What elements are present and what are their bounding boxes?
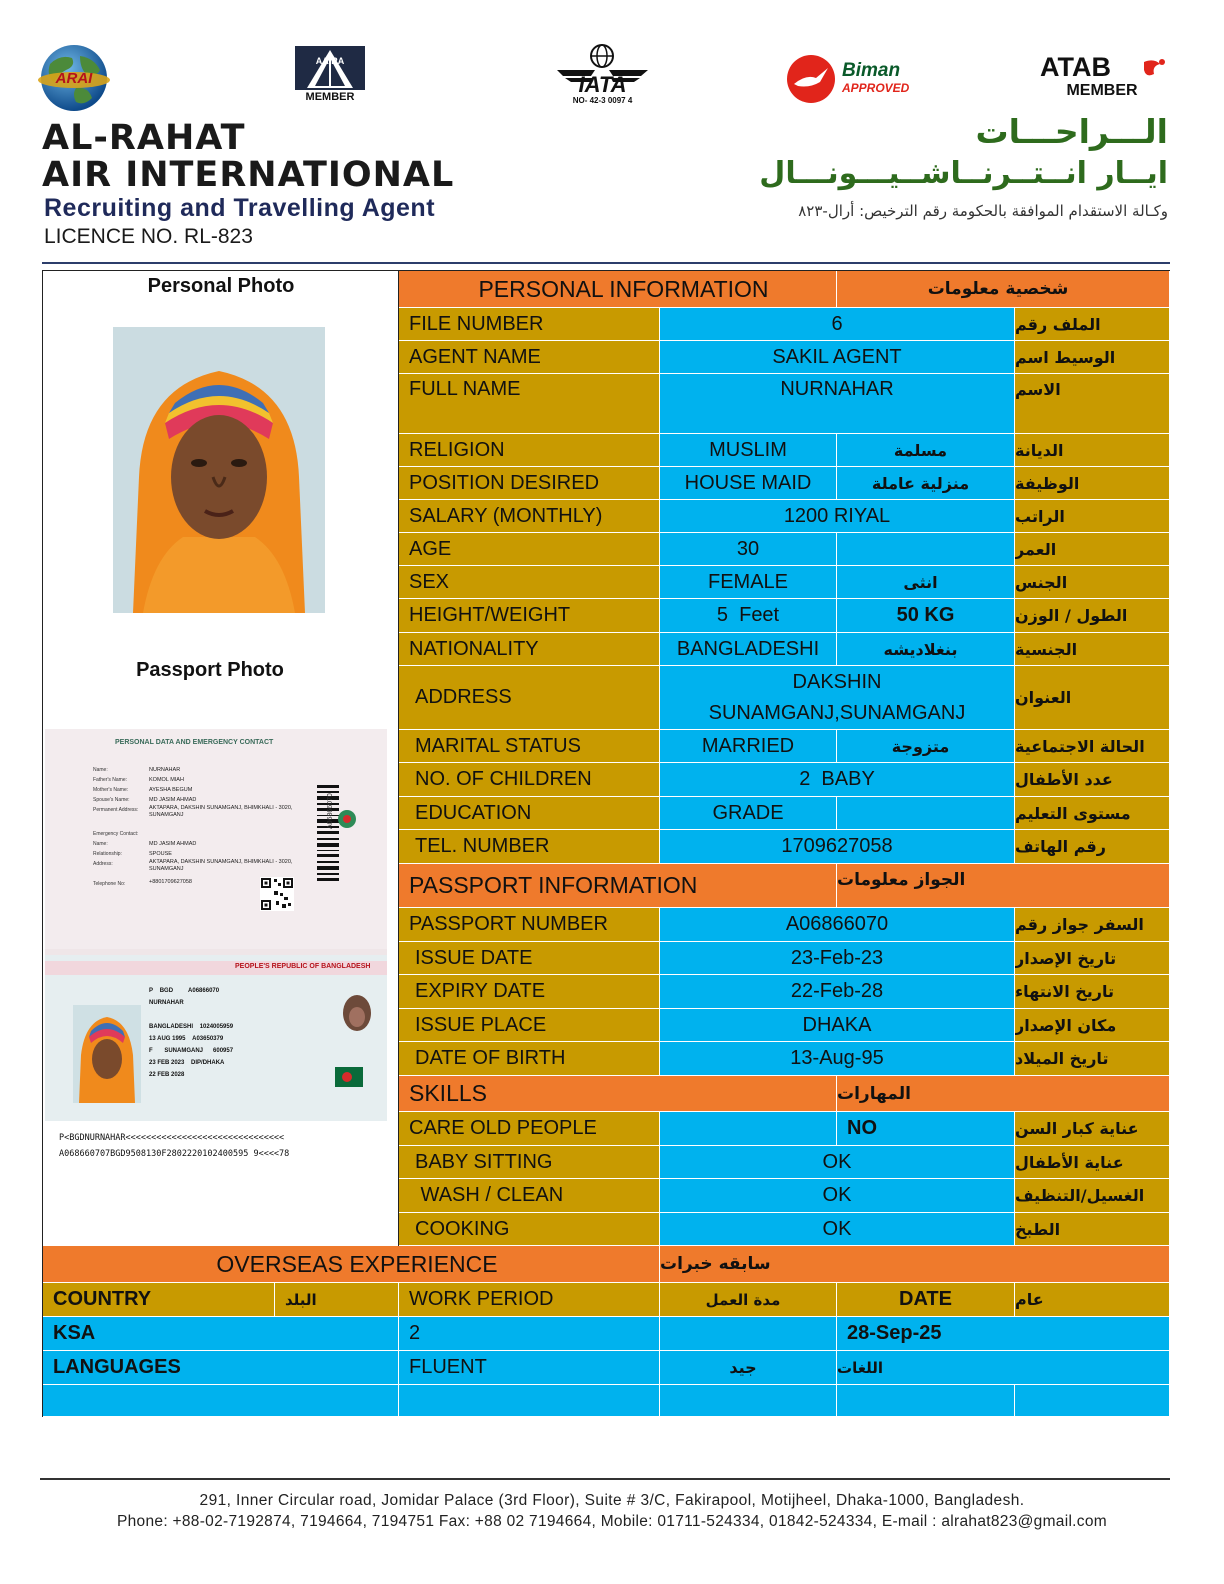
- passport-bio-number: A06866070: [188, 988, 220, 994]
- address-line2: SUNAMGANJ,SUNAMGANJ: [708, 701, 966, 724]
- date-value: 28-Sep-25: [837, 1317, 1170, 1351]
- passport-relationship: SPOUSE: [149, 851, 172, 857]
- passport-surname: NURNAHAR: [149, 1000, 184, 1006]
- religion-label: RELIGION: [399, 434, 660, 467]
- sex-label-ar: الجنس: [1015, 566, 1170, 599]
- passport-type: P: [149, 988, 154, 994]
- date-of-birth-label-ar: تاريخ الميلاد: [1015, 1042, 1170, 1076]
- passport-mother-value: AYESHA BEGUM: [149, 787, 193, 793]
- nationality-label-ar: الجنسية: [1015, 633, 1170, 666]
- passport-authority: DIP/DHAKA: [191, 1060, 225, 1066]
- issue-place-label-ar: مكان الإصدار: [1015, 1009, 1170, 1042]
- iata-logo: [555, 44, 650, 108]
- position-value: HOUSE MAID: [660, 467, 837, 500]
- wash-clean-label: WASH / CLEAN: [399, 1179, 660, 1213]
- country-value: KSA: [43, 1317, 399, 1351]
- passport-number-label: PASSPORT NUMBER: [399, 908, 660, 942]
- biman-logo-text: Biman: [842, 60, 901, 81]
- footer-divider: [40, 1478, 1170, 1480]
- biman-logo: [786, 54, 932, 104]
- passport-emergency-labels: Emergency Contact: Name: Relationship: Address: Telephone No:: [93, 831, 139, 887]
- religion-value: MUSLIM: [660, 434, 837, 467]
- atab-logo: [1040, 52, 1170, 100]
- children-value: 2 BABY: [660, 763, 1015, 797]
- wash-clean-label-ar: الغسيل/التنظيف: [1015, 1179, 1170, 1213]
- age-empty-cell: [837, 533, 1015, 566]
- passport-sex: F: [149, 1048, 153, 1054]
- company-name-line1: AL-RAHAT: [42, 118, 246, 158]
- passport-country-header: PEOPLE'S REPUBLIC OF BANGLADESH: [235, 963, 371, 970]
- full-name-value: NURNAHAR: [660, 374, 1015, 434]
- nationality-label: NATIONALITY: [399, 633, 660, 666]
- passport-personal-page: [45, 729, 387, 949]
- aaira-member-caption: MEMBER: [305, 91, 355, 103]
- passport-dob: 13 AUG 1995: [149, 1036, 186, 1042]
- passport-expiry: 22 FEB 2028: [149, 1072, 185, 1078]
- company-name-arabic-line2: ايــار انــتــرنــاشــيـــونـــال: [759, 156, 1168, 191]
- passport-bio-page: [45, 955, 387, 1179]
- issue-date-value: 23-Feb-23: [660, 942, 1015, 975]
- personal-photo: [113, 327, 325, 613]
- atab-logo-text: ATAB: [1040, 52, 1111, 82]
- passport-emergency-address: AKTAPARA, DAKSHIN SUNAMGANJ, BHIMKHALI - 3020, SUNAMGANJ: [149, 859, 293, 872]
- salary-label: SALARY (MONTHLY): [399, 500, 660, 533]
- sex-value: FEMALE: [660, 566, 837, 599]
- address-value: [660, 666, 1015, 730]
- age-label: AGE: [399, 533, 660, 566]
- aaira-emblem-icon: [293, 44, 367, 92]
- education-empty-cell: [837, 797, 1015, 830]
- biman-approved-caption: APPROVED: [842, 81, 910, 95]
- passport-info-header-ar: الجواز معلومات: [837, 864, 1170, 908]
- aaira-logo: [293, 44, 367, 104]
- passport-page-header: PERSONAL DATA AND EMERGENCY CONTACT: [115, 739, 274, 746]
- expiry-date-value: 22-Feb-28: [660, 975, 1015, 1009]
- salary-label-ar: الراتب: [1015, 500, 1170, 533]
- weight-value: 50 KG: [837, 599, 1015, 633]
- biman-bird-icon: [786, 54, 836, 104]
- marital-status-value: MARRIED: [660, 730, 837, 763]
- empty-row-cell-1: [43, 1385, 399, 1417]
- position-label-ar: الوظيفة: [1015, 467, 1170, 500]
- passport-nationality: BANGLADESHI: [149, 1024, 194, 1030]
- work-period-value: 2: [399, 1317, 660, 1351]
- passport-personal-no: 1024005959: [199, 1024, 234, 1030]
- iata-number: NO- 42-3 0097 4: [572, 96, 633, 105]
- nationality-value-ar: بنغلاديشه: [837, 633, 1015, 666]
- nationality-value: BANGLADESHI: [660, 633, 837, 666]
- empty-row-cell-3: [660, 1385, 837, 1417]
- flag-icon: [335, 1067, 363, 1087]
- full-name-label: FULL NAME: [399, 374, 660, 434]
- care-old-people-value: NO: [837, 1112, 1015, 1146]
- education-label-ar: مستوى التعليم: [1015, 797, 1170, 830]
- passport-father-value: KOMOL MIAH: [149, 777, 184, 783]
- cooking-value: OK: [660, 1213, 1015, 1246]
- tel-number-label: TEL. NUMBER: [399, 830, 660, 864]
- personal-photo-title: Personal Photo: [147, 275, 295, 297]
- country-label: COUNTRY: [43, 1283, 275, 1317]
- passport-telephone: +8801709627058: [149, 879, 192, 885]
- issue-date-label: ISSUE DATE: [399, 942, 660, 975]
- cooking-label: COOKING: [399, 1213, 660, 1246]
- passport-number-value: A06866070: [660, 908, 1015, 942]
- country-label-ar: البلد: [275, 1283, 399, 1317]
- empty-row-cell-2: [399, 1385, 660, 1417]
- file-number-value: 6: [660, 308, 1015, 341]
- company-name-line2: AIR INTERNATIONAL: [42, 155, 455, 195]
- passport-emergency-name: MD JASIM AHMAD: [149, 841, 197, 847]
- issue-date-label-ar: تاريخ الإصدار: [1015, 942, 1170, 975]
- application-form: [42, 270, 1170, 1417]
- care-old-people-label: CARE OLD PEOPLE: [399, 1112, 660, 1146]
- languages-value-ar: جيد: [660, 1351, 837, 1385]
- skills-header-ar: المهارات: [837, 1076, 1170, 1112]
- passport-place-of-birth: SUNAMGANJ: [164, 1048, 204, 1054]
- marital-status-value-ar: متزوجة: [837, 730, 1015, 763]
- qr-code-icon: [260, 877, 294, 911]
- personal-info-header: PERSONAL INFORMATION: [399, 271, 837, 308]
- languages-label-ar: اللغات: [837, 1351, 1170, 1385]
- passport-prev-number: A03650379: [192, 1036, 224, 1042]
- aaira-logo-text: AAIRA: [315, 56, 345, 66]
- seal-icon: [337, 809, 357, 829]
- baby-sitting-value: OK: [660, 1146, 1015, 1179]
- education-label: EDUCATION: [399, 797, 660, 830]
- religion-value-ar: مسلمة: [837, 434, 1015, 467]
- salary-value: 1200 RIYAL: [660, 500, 1015, 533]
- company-licence-arabic: وكـالة الاستقدام الموافقة بالحكومة رقم الترخيص: أرال-٨٢٣: [798, 202, 1168, 220]
- atab-arabic-mark-icon: [1140, 56, 1168, 82]
- height-weight-label: HEIGHT/WEIGHT: [399, 599, 660, 633]
- address-label: ADDRESS: [399, 666, 660, 730]
- passport-photo-thumbnail: [73, 1005, 141, 1103]
- overseas-experience-header: OVERSEAS EXPERIENCE: [43, 1246, 660, 1283]
- passport-spouse-value: MD JASIM AHMAD: [149, 797, 197, 803]
- arai-logo-text: ARAI: [55, 70, 93, 87]
- expiry-date-label: EXPIRY DATE: [399, 975, 660, 1009]
- date-of-birth-value: 13-Aug-95: [660, 1042, 1015, 1076]
- tel-number-label-ar: رقم الهاتف: [1015, 830, 1170, 864]
- overseas-experience-header-ar: سابقه خبرات: [660, 1246, 1170, 1283]
- passport-bio-values: [149, 985, 319, 1081]
- sex-label: SEX: [399, 566, 660, 599]
- footer-contact: Phone: +88-02-7192874, 7194664, 7194751 Fax: +88 02 7194664, Mobile: 01711-524334, 01842-524334, E-mail : alrahat823@gmail.com: [117, 1513, 1107, 1530]
- height-value: 5 Feet: [660, 599, 837, 633]
- agent-name-value: SAKIL AGENT: [660, 341, 1015, 374]
- company-tagline: Recruiting and Travelling Agent: [44, 194, 436, 222]
- date-of-birth-label: DATE OF BIRTH: [399, 1042, 660, 1076]
- company-licence: LICENCE NO. RL-823: [44, 225, 253, 248]
- passport-scan: [45, 729, 387, 1179]
- agent-name-label: AGENT NAME: [399, 341, 660, 374]
- personal-info-header-ar: شخصية معلومات: [837, 271, 1170, 308]
- religion-label-ar: الديانة: [1015, 434, 1170, 467]
- portrait-image: [113, 327, 325, 613]
- age-label-ar: العمر: [1015, 533, 1170, 566]
- baby-sitting-label-ar: عناية الأطفال: [1015, 1146, 1170, 1179]
- atab-member-caption: MEMBER: [1066, 82, 1138, 99]
- sex-value-ar: انثى: [837, 566, 1015, 599]
- tel-number-value: 1709627058: [660, 830, 1015, 864]
- passport-info-header: PASSPORT INFORMATION: [399, 864, 837, 908]
- languages-label: LANGUAGES: [43, 1351, 399, 1385]
- passport-number-label-ar: السفر جواز رقم: [1015, 908, 1170, 942]
- column-divider: [398, 271, 399, 1246]
- iata-logo-text: IATA: [578, 72, 627, 97]
- passport-authority-code: 600957: [213, 1048, 234, 1054]
- expiry-date-label-ar: تاريخ الانتهاء: [1015, 975, 1170, 1009]
- wash-clean-value: OK: [660, 1179, 1015, 1213]
- marital-status-label: MARITAL STATUS: [399, 730, 660, 763]
- agent-name-label-ar: الوسيط اسم: [1015, 341, 1170, 374]
- arai-logo: [36, 44, 112, 112]
- company-name-arabic-line1: الـــراحـــات: [975, 112, 1168, 151]
- passport-address-value: AKTAPARA, DAKSHIN SUNAMGANJ, BHIMKHALI - 3020, SUNAMGANJ: [149, 805, 293, 818]
- work-period-label-ar: مدة العمل: [660, 1283, 837, 1317]
- skills-header: SKILLS: [399, 1076, 837, 1112]
- passport-field-values: [149, 765, 319, 819]
- empty-row-cell-5: [1015, 1385, 1170, 1417]
- passport-mrz-line1: P<BGDNURNAHAR<<<<<<<<<<<<<<<<<<<<<<<<<<<<<<<: [59, 1133, 285, 1143]
- passport-field-labels: Name: Father's Name: Mother's Name: Spouse's Name: Permanent Address:: [93, 767, 139, 813]
- languages-value: FLUENT: [399, 1351, 660, 1385]
- care-old-people-label-ar: عناية كبار السن: [1015, 1112, 1170, 1146]
- address-line1: DAKSHIN: [792, 670, 882, 693]
- issue-place-value: DHAKA: [660, 1009, 1015, 1042]
- address-label-ar: العنوان: [1015, 666, 1170, 730]
- footer-address: 291, Inner Circular road, Jomidar Palace (3rd Floor), Suite # 3/C, Fakirapool, Motijheel, Dhaka-1000, Bangladesh.: [199, 1492, 1025, 1509]
- full-name-label-ar: الاسم: [1015, 374, 1170, 434]
- file-number-label-ar: الملف رقم: [1015, 308, 1170, 341]
- marital-status-label-ar: الحالة الاجتماعية: [1015, 730, 1170, 763]
- children-label: NO. OF CHILDREN: [399, 763, 660, 797]
- baby-sitting-label: BABY SITTING: [399, 1146, 660, 1179]
- position-value-ar: منزلية عاملة: [837, 467, 1015, 500]
- care-old-people-empty: [660, 1112, 837, 1146]
- cooking-label-ar: الطبخ: [1015, 1213, 1170, 1246]
- children-label-ar: عدد الأطفال: [1015, 763, 1170, 797]
- header-divider: [42, 262, 1170, 264]
- passport-code: BGD: [159, 988, 174, 994]
- empty-row-cell-4: [837, 1385, 1015, 1417]
- work-period-label: WORK PERIOD: [399, 1283, 660, 1317]
- passport-name-value: NURNAHAR: [149, 767, 181, 773]
- passport-mrz-line2: A068660707BGD9508130F2802220102400595 9<<<<78: [59, 1149, 290, 1159]
- work-period-empty: [660, 1317, 837, 1351]
- file-number-label: FILE NUMBER: [399, 308, 660, 341]
- education-value: GRADE: [660, 797, 837, 830]
- barcode-number: A06866070: [327, 793, 334, 829]
- age-value: 30: [660, 533, 837, 566]
- passport-photo-title: Passport Photo: [136, 659, 284, 681]
- height-weight-label-ar: الطول / الوزن: [1015, 599, 1170, 633]
- passport-issue: 23 FEB 2023: [149, 1060, 185, 1066]
- position-label: POSITION DESIRED: [399, 467, 660, 500]
- date-label: DATE: [837, 1283, 1015, 1317]
- issue-place-label: ISSUE PLACE: [399, 1009, 660, 1042]
- date-label-ar: عام: [1015, 1283, 1170, 1317]
- passport-ghost-photo: [337, 991, 377, 1041]
